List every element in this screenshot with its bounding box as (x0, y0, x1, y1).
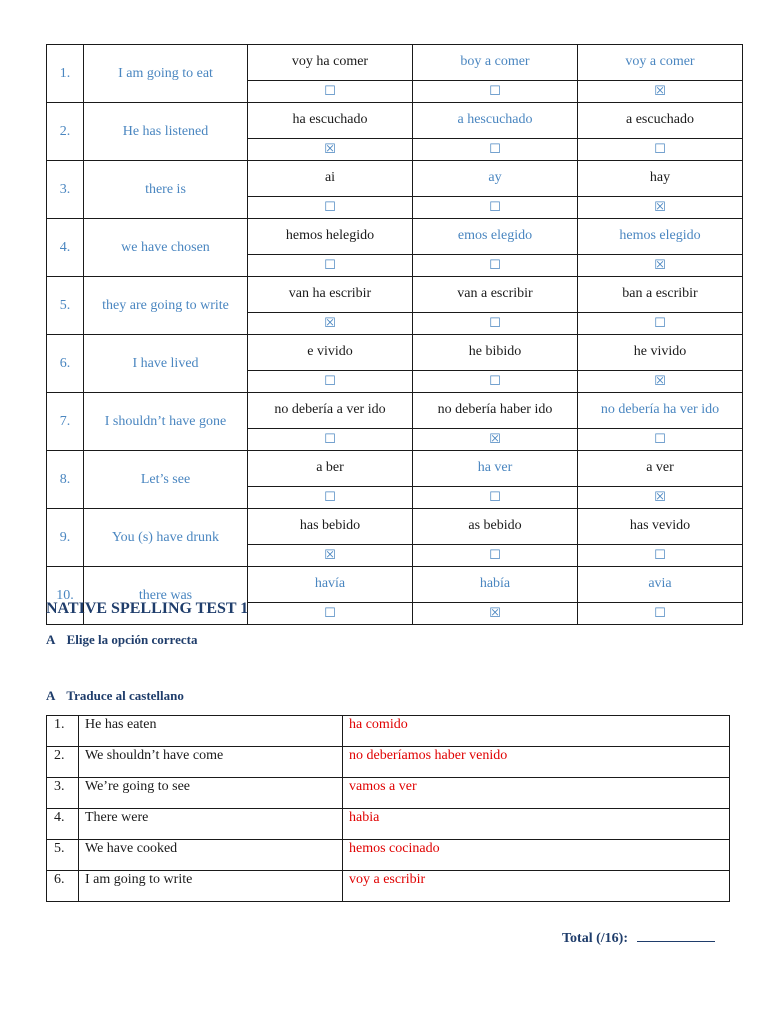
translation-english: We’re going to see (79, 778, 343, 809)
option-text: has bebido (248, 509, 413, 545)
translation-english: There were (79, 809, 343, 840)
option-text: van a escribir (413, 277, 578, 313)
question-row (47, 393, 743, 429)
checkbox-cell (248, 603, 413, 625)
checkbox-cell (578, 313, 743, 335)
option-text: ha escuchado (248, 103, 413, 139)
checkbox-cell (413, 487, 578, 509)
option-text: voy a comer (578, 45, 743, 81)
checked-checkbox-icon[interactable]: ☒ (654, 257, 666, 273)
checkbox-cell (248, 313, 413, 335)
english-phrase: there is (84, 161, 248, 219)
option-text: has vevido (578, 509, 743, 545)
english-phrase: He has listened (84, 103, 248, 161)
checkbox-cell (578, 139, 743, 161)
multiple-choice-table (46, 44, 743, 625)
translation-row (47, 840, 730, 871)
option-text: a escuchado (578, 103, 743, 139)
question-row (47, 161, 743, 197)
unchecked-checkbox-icon[interactable]: ☐ (489, 547, 501, 563)
checked-checkbox-icon[interactable]: ☒ (654, 489, 666, 505)
checkbox-cell (413, 313, 578, 335)
question-number: 2. (47, 103, 84, 161)
option-text: hemos helegido (248, 219, 413, 255)
question-number: 8. (47, 451, 84, 509)
translation-number: 3. (47, 778, 79, 809)
english-phrase: I have lived (84, 335, 248, 393)
option-text: boy a comer (413, 45, 578, 81)
english-phrase: Let’s see (84, 451, 248, 509)
total-score (562, 927, 715, 947)
unchecked-checkbox-icon[interactable]: ☐ (324, 489, 336, 505)
unchecked-checkbox-icon[interactable]: ☐ (324, 431, 336, 447)
english-phrase: we have chosen (84, 219, 248, 277)
unchecked-checkbox-icon[interactable]: ☐ (654, 605, 666, 621)
translation-body (47, 716, 730, 902)
option-text: ai (248, 161, 413, 197)
checkbox-cell (578, 197, 743, 219)
question-number: 5. (47, 277, 84, 335)
checkbox-cell (413, 197, 578, 219)
question-row (47, 335, 743, 371)
option-text: ha ver (413, 451, 578, 487)
question-row (47, 45, 743, 81)
option-text: he bibido (413, 335, 578, 371)
checkbox-cell (578, 81, 743, 103)
checked-checkbox-icon[interactable]: ☒ (654, 83, 666, 99)
unchecked-checkbox-icon[interactable]: ☐ (654, 431, 666, 447)
section-b-heading (46, 688, 184, 704)
option-text: emos elegido (413, 219, 578, 255)
unchecked-checkbox-icon[interactable]: ☐ (489, 257, 501, 273)
checkbox-cell (248, 487, 413, 509)
unchecked-checkbox-icon[interactable]: ☐ (489, 489, 501, 505)
option-text: no debería a ver ido (248, 393, 413, 429)
checkbox-cell (248, 197, 413, 219)
checkbox-cell (578, 255, 743, 277)
unchecked-checkbox-icon[interactable]: ☐ (489, 373, 501, 389)
english-phrase: You (s) have drunk (84, 509, 248, 567)
unchecked-checkbox-icon[interactable]: ☐ (489, 315, 501, 331)
translation-number: 2. (47, 747, 79, 778)
unchecked-checkbox-icon[interactable]: ☐ (489, 199, 501, 215)
option-text: avia (578, 567, 743, 603)
total-label: Total (/16): (562, 931, 628, 946)
section-a-text: Elige la opción correcta (66, 632, 198, 647)
unchecked-checkbox-icon[interactable]: ☐ (654, 315, 666, 331)
english-phrase: they are going to write (84, 277, 248, 335)
option-text: no debería ha ver ido (578, 393, 743, 429)
multiple-choice-body (47, 45, 743, 625)
translation-table (46, 715, 730, 902)
option-text: no debería haber ido (413, 393, 578, 429)
checkbox-cell (578, 487, 743, 509)
translation-row (47, 778, 730, 809)
checked-checkbox-icon[interactable]: ☒ (324, 547, 336, 563)
unchecked-checkbox-icon[interactable]: ☐ (489, 83, 501, 99)
test-title: NATIVE SPELLING TEST 1 (46, 600, 249, 617)
checked-checkbox-icon[interactable]: ☒ (489, 431, 501, 447)
option-text: havía (248, 567, 413, 603)
checkbox-cell (413, 545, 578, 567)
section-b-text: Traduce al castellano (66, 688, 184, 703)
unchecked-checkbox-icon[interactable]: ☐ (324, 257, 336, 273)
option-text: a ver (578, 451, 743, 487)
option-text: he vivido (578, 335, 743, 371)
unchecked-checkbox-icon[interactable]: ☐ (654, 141, 666, 157)
option-text: a hescuchado (413, 103, 578, 139)
question-number: 9. (47, 509, 84, 567)
checkbox-cell (413, 429, 578, 451)
checkbox-cell (248, 255, 413, 277)
total-blank-line[interactable] (637, 927, 715, 942)
checked-checkbox-icon[interactable]: ☒ (324, 141, 336, 157)
checkbox-cell (413, 603, 578, 625)
checked-checkbox-icon[interactable]: ☒ (654, 373, 666, 389)
option-text: ban a escribir (578, 277, 743, 313)
unchecked-checkbox-icon[interactable]: ☐ (654, 547, 666, 563)
question-number: 7. (47, 393, 84, 451)
translation-answer[interactable]: habia (343, 809, 730, 840)
question-row (47, 567, 743, 603)
option-text: van ha escribir (248, 277, 413, 313)
checked-checkbox-icon[interactable]: ☒ (654, 199, 666, 215)
question-number: 3. (47, 161, 84, 219)
question-number: 10. (47, 567, 84, 625)
translation-english: I am going to write (79, 871, 343, 902)
question-number: 1. (47, 45, 84, 103)
question-row (47, 509, 743, 545)
checked-checkbox-icon[interactable]: ☒ (489, 605, 501, 621)
translation-row (47, 871, 730, 902)
checkbox-cell (578, 545, 743, 567)
question-row (47, 277, 743, 313)
option-text: as bebido (413, 509, 578, 545)
translation-number: 6. (47, 871, 79, 902)
option-text: a ber (248, 451, 413, 487)
translation-number: 4. (47, 809, 79, 840)
checkbox-cell (413, 255, 578, 277)
option-text: ay (413, 161, 578, 197)
question-number: 6. (47, 335, 84, 393)
checkbox-cell (578, 371, 743, 393)
question-number: 4. (47, 219, 84, 277)
english-phrase: I am going to eat (84, 45, 248, 103)
unchecked-checkbox-icon[interactable]: ☐ (489, 141, 501, 157)
checkbox-cell (248, 371, 413, 393)
unchecked-checkbox-icon[interactable]: ☐ (324, 605, 336, 621)
option-text: voy ha comer (248, 45, 413, 81)
translation-number: 1. (47, 716, 79, 747)
checkbox-cell (413, 371, 578, 393)
unchecked-checkbox-icon[interactable]: ☐ (324, 83, 336, 99)
translation-row (47, 747, 730, 778)
english-phrase: I shouldn’t have gone (84, 393, 248, 451)
option-text: e vivido (248, 335, 413, 371)
option-text: había (413, 567, 578, 603)
question-row (47, 103, 743, 139)
translation-answer[interactable]: no deberíamos haber venido (343, 747, 730, 778)
checkbox-cell (248, 545, 413, 567)
section-a-letter: A (46, 632, 56, 647)
translation-row (47, 809, 730, 840)
translation-row (47, 716, 730, 747)
checkbox-cell (413, 139, 578, 161)
checked-checkbox-icon[interactable]: ☒ (324, 315, 336, 331)
unchecked-checkbox-icon[interactable]: ☐ (324, 199, 336, 215)
translation-answer[interactable]: hemos cocinado (343, 840, 730, 871)
checkbox-cell (578, 429, 743, 451)
checkbox-cell (248, 429, 413, 451)
translation-english: We shouldn’t have come (79, 747, 343, 778)
checkbox-cell (413, 81, 578, 103)
unchecked-checkbox-icon[interactable]: ☐ (324, 373, 336, 389)
translation-answer[interactable]: vamos a ver (343, 778, 730, 809)
checkbox-cell (248, 81, 413, 103)
option-text: hay (578, 161, 743, 197)
question-row (47, 451, 743, 487)
translation-answer[interactable]: voy a escribir (343, 871, 730, 902)
section-b-letter: A (46, 688, 56, 703)
checkbox-cell (578, 603, 743, 625)
translation-number: 5. (47, 840, 79, 871)
section-a-heading (46, 632, 197, 648)
checkbox-cell (248, 139, 413, 161)
translation-answer[interactable]: ha comido (343, 716, 730, 747)
option-text: hemos elegido (578, 219, 743, 255)
english-phrase: there was (84, 567, 248, 625)
translation-english: He has eaten (79, 716, 343, 747)
question-row (47, 219, 743, 255)
translation-english: We have cooked (79, 840, 343, 871)
